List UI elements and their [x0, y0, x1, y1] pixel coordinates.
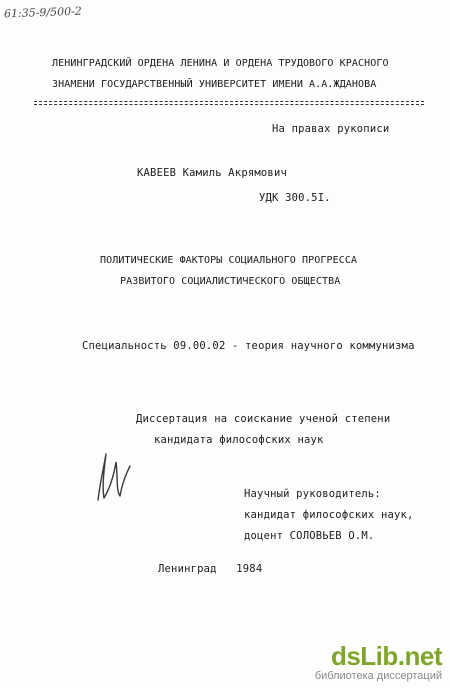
university-line-2: ЗНАМЕНИ ГОСУДАРСТВЕННЫЙ УНИВЕРСИТЕТ ИМЕНИ А.А.ЖДАНОВА [52, 79, 377, 90]
archive-handwritten-note: 61:35-9/500-2 [3, 4, 83, 21]
divider-line [34, 101, 424, 102]
udc-code: УДК 300.5I. [259, 192, 331, 204]
specialty: Специальность 09.00.02 - теория научного коммунизма [82, 340, 415, 352]
supervisor-heading: Научный руководитель: [244, 488, 381, 500]
author-name: КАВЕЕВ Камиль Акрямович [137, 167, 287, 179]
dissertation-line-1: Диссертация на соискание ученой степени [136, 413, 391, 425]
city-year: Ленинград 1984 [158, 563, 263, 575]
signature-icon [92, 448, 136, 508]
thesis-title-line-1: ПОЛИТИЧЕСКИЕ ФАКТОРЫ СОЦИАЛЬНОГО ПРОГРЕССА [100, 255, 358, 266]
watermark-logo: dsLib.net [330, 641, 442, 671]
dissertation-line-2: кандидата философских наук [154, 434, 324, 446]
university-line-1: ЛЕНИНГРАДСКИЙ ОРДЕНА ЛЕНИНА И ОРДЕНА ТРУДОВОГО КРАСНОГО [52, 58, 389, 69]
supervisor-name: доцент СОЛОВЬЕВ О.М. [244, 530, 375, 542]
thesis-title-line-2: РАЗВИТОГО СОЦИАЛИСТИЧЕСКОГО ОБЩЕСТВА [120, 276, 341, 287]
manuscript-rights: На правах рукописи [272, 123, 390, 135]
divider-line [34, 104, 424, 105]
supervisor-degree: кандидат философских наук, [244, 509, 414, 521]
watermark [315, 641, 442, 682]
watermark-subtitle: библиотека диссертаций [314, 670, 442, 682]
